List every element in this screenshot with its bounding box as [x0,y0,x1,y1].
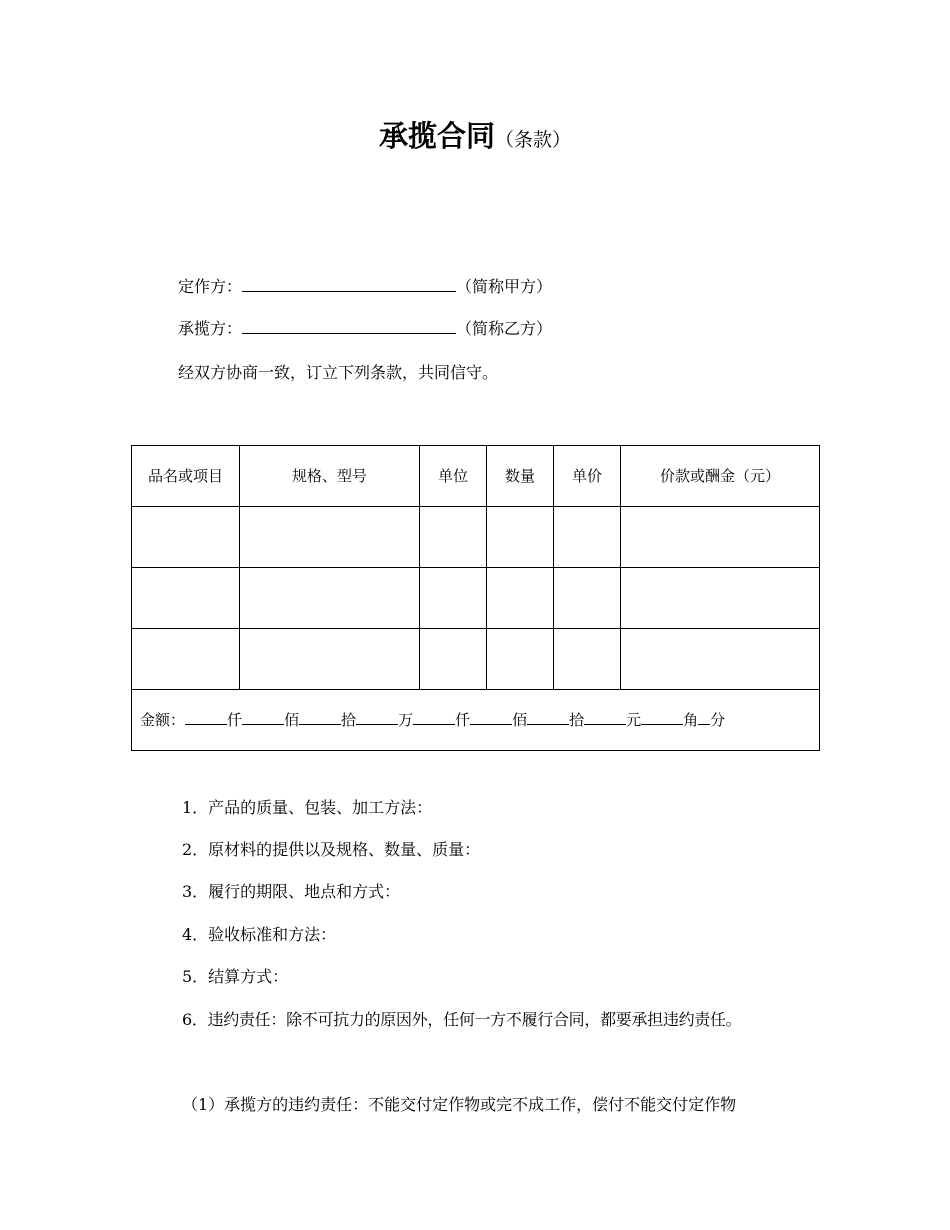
title-main: 承揽合同 [378,119,495,153]
amount-blank[interactable] [356,710,398,725]
party-a-label: 定作方： [178,277,243,296]
intro-text: 经双方协商一致，订立下列条款，共同信守。 [178,363,499,382]
party-b-suffix: （简称乙方） [456,319,553,338]
amount-cell [132,690,820,751]
table-cell[interactable] [240,629,420,690]
amount-blank[interactable] [641,710,683,725]
clause-6: 6．违约责任：除不可抗力的原因外，任何一方不履行合同，都要承担违约责任。 [182,1010,742,1029]
amount-blank[interactable] [299,710,341,725]
items-table [131,445,820,751]
table-cell[interactable] [621,568,820,629]
party-a-suffix: （简称甲方） [456,277,553,296]
amount-blank[interactable] [413,710,455,725]
table-cell[interactable] [487,629,554,690]
amount-blank[interactable] [242,710,284,725]
amount-blank[interactable] [470,710,512,725]
table-row [132,568,820,629]
table-cell[interactable] [132,568,240,629]
amount-blank[interactable] [185,710,227,725]
table-cell[interactable] [554,507,621,568]
amount-unit: 万 [398,711,414,729]
table-cell[interactable] [621,507,820,568]
table-row [132,629,820,690]
amount-blank[interactable] [527,710,569,725]
amount-unit: 仟 [227,711,243,729]
clause-3: 3．履行的期限、地点和方式： [182,882,401,901]
amount-unit: 佰 [512,711,528,729]
table-row [132,507,820,568]
table-cell[interactable] [132,507,240,568]
table-cell[interactable] [420,629,487,690]
table-cell[interactable] [240,507,420,568]
party-b-line [178,318,552,340]
amount-unit: 佰 [284,711,300,729]
table-cell[interactable] [132,629,240,690]
amount-blank[interactable] [698,710,710,725]
party-a-blank[interactable] [242,277,456,292]
party-a-line [178,276,552,298]
amount-unit: 元 [626,711,642,729]
document-title [0,114,950,155]
breach-paragraph: （1）承揽方的违约责任：不能交付定作物或完不成工作，偿付不能交付定作物 [182,1095,737,1114]
title-suffix: （条款） [495,129,572,151]
amount-unit: 拾 [341,711,357,729]
header-quantity: 数量 [487,446,554,507]
header-unit: 单位 [420,446,487,507]
amount-row [132,690,820,751]
clause-5: 5．结算方式： [182,967,289,986]
table-cell[interactable] [420,568,487,629]
table-cell[interactable] [420,507,487,568]
table-cell[interactable] [621,629,820,690]
clause-4: 4．验收标准和方法： [182,925,337,944]
amount-blank[interactable] [584,710,626,725]
party-b-label: 承揽方： [178,319,243,338]
header-item-name: 品名或项目 [132,446,240,507]
table-cell[interactable] [554,568,621,629]
table-header-row [132,446,820,507]
header-unit-price: 单价 [554,446,621,507]
table-cell[interactable] [554,629,621,690]
amount-label: 金额： [140,711,186,729]
amount-unit: 仟 [455,711,471,729]
table-cell[interactable] [487,507,554,568]
party-b-blank[interactable] [242,319,456,334]
clause-2: 2．原材料的提供以及规格、数量、质量： [182,840,481,859]
table-cell[interactable] [240,568,420,629]
amount-unit: 角 [683,711,699,729]
clause-1: 1．产品的质量、包装、加工方法： [182,798,433,817]
header-amount: 价款或酬金（元） [621,446,820,507]
amount-unit: 拾 [569,711,585,729]
amount-unit: 分 [710,711,726,729]
table-cell[interactable] [487,568,554,629]
header-spec-model: 规格、型号 [240,446,420,507]
